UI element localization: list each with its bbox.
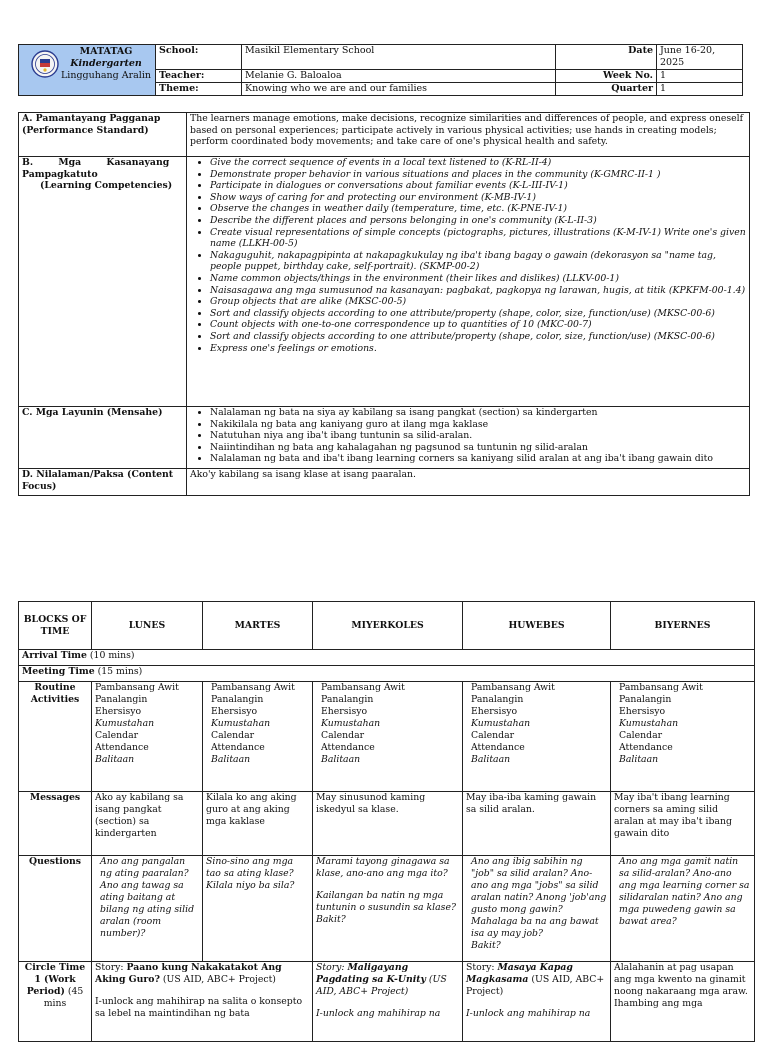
competency-item: • Count objects with one-to-one correspondence up to quantities of 10 (MKC-00-7) <box>210 319 746 331</box>
routine-item: Attendance <box>619 742 673 753</box>
routine-wednesday <box>313 682 463 792</box>
circle-wednesday-prefix: Story: <box>466 962 498 973</box>
section-d-label: D. Nilalaman/Paksa (Content Focus) <box>19 469 187 496</box>
routine-item: Ehersisyo <box>211 706 258 717</box>
routine-item: Balitaan <box>321 754 361 765</box>
circle-wednesday-suffix: (US AID, ABC+ Project) <box>466 974 605 997</box>
routine-item: Pambansang Awit <box>619 682 703 693</box>
schedule-table <box>18 601 755 1042</box>
message-monday: Ako ay kabilang sa isang pangkat (section) sa kindergarten <box>92 792 203 856</box>
competency-item: • Express one's feelings or emotions. <box>210 343 746 355</box>
day-header-wednesday: MIYERKOLES <box>313 602 463 650</box>
routine-item: Attendance <box>95 742 149 753</box>
routine-item: Balitaan <box>95 754 135 765</box>
objectives-cell <box>187 407 750 469</box>
section-b-label-line2: Pampagkatuto <box>22 168 98 180</box>
section-b-label <box>19 157 187 407</box>
competency-item: • Nakaguguhit, nakapagpipinta at nakapagkukulay ng iba't ibang bagay o gawain (dekorasyon sa "name tag, people puppet, birthday cake, self-portrait). (SKMP-00-2) <box>210 250 746 273</box>
logo-subtitle: Kindergarten <box>70 58 142 69</box>
quarter-value: 1 <box>657 83 743 96</box>
message-tuesday: Kilala ko ang aking guro at ang aking mga kaklase <box>203 792 313 856</box>
routine-item: Balitaan <box>211 754 251 765</box>
question-tuesday: Sino-sino ang mga tao sa ating klase? Kilala niyo ba sila? <box>203 856 313 962</box>
routine-item: Calendar <box>471 730 515 741</box>
blocks-of-time-header: BLOCKS OF TIME <box>19 602 92 650</box>
meeting-time-duration: (15 mins) <box>97 666 143 677</box>
routine-item: Panalangin <box>95 694 148 705</box>
competencies-list <box>190 157 746 354</box>
section-a-label: A. Pamantayang Pagganap (Performance Standard) <box>19 113 187 157</box>
section-b-label-line1: B. Mga Kasanayang <box>22 157 170 168</box>
week-value: 1 <box>657 70 743 83</box>
header-table <box>18 44 743 96</box>
competency-item: • Participate in dialogues or conversations about familiar events (K-L-III-IV-1) <box>210 180 746 192</box>
circle-monday-suffix: (US AID, ABC+ Project) <box>159 974 276 985</box>
week-label: Week No. <box>556 70 657 83</box>
section-a-text: The learners manage emotions, make decisions, recognize similarities and differences of people, and express oneself based on personal experiences; participate actively in various physical activities; use hands in creating models; perform coordinated body movements; and take care of one's physical health and safety. <box>187 113 750 157</box>
competency-item: • Name common objects/things in the environment (their likes and dislikes) (LLKV-00-1) <box>210 273 746 285</box>
objectives-list <box>190 407 746 465</box>
message-friday: May iba't ibang learning corners sa aming silid aralan at may iba't ibang gawain dito <box>611 792 755 856</box>
section-d-text: Ako'y kabilang sa isang klase at isang paaralan. <box>187 469 750 496</box>
theme-label: Theme: <box>156 83 242 96</box>
section-c-label: C. Mga Layunin (Mensahe) <box>19 407 187 469</box>
question-wednesday-2: Kailangan ba natin ng mga tuntunin o susundin sa klase? Bakit? <box>316 890 456 925</box>
objective-item: • Nakikilala ng bata ang kaniyang guro at ilang mga kaklase <box>210 419 746 431</box>
routine-item: Ehersisyo <box>471 706 518 717</box>
routine-item: Kumustahan <box>321 718 381 729</box>
routine-item: Panalangin <box>619 694 672 705</box>
routine-friday <box>611 682 755 792</box>
routine-item: Ehersisyo <box>619 706 666 717</box>
routine-item: Panalangin <box>321 694 374 705</box>
messages-label: Messages <box>19 792 92 856</box>
questions-row <box>19 856 755 962</box>
teacher-label: Teacher: <box>156 70 242 83</box>
section-b-label-line3: (Learning Competencies) <box>40 180 173 191</box>
question-monday: Ano ang pangalan ng ating paaralan? Ano ang tawag sa ating baitang at bilang ng ating silid aralan (room number)? <box>92 856 203 962</box>
circle-wednesday-text: I-unlock ang mahihirap na <box>466 1008 591 1019</box>
routine-item: Kumustahan <box>95 718 155 729</box>
message-thursday: May iba-iba kaming gawain sa silid aralan. <box>463 792 611 856</box>
circle-time-row <box>19 962 755 1042</box>
quarter-label: Quarter <box>556 83 657 96</box>
circle-tuesday-text: I-unlock ang mahihirap na <box>316 1008 441 1019</box>
message-wednesday: May sinusunod kaming iskedyul sa klase. <box>313 792 463 856</box>
meeting-time-label: Meeting Time <box>22 666 95 677</box>
day-header-friday: BIYERNES <box>611 602 755 650</box>
routine-item: Kumustahan <box>619 718 679 729</box>
routine-item: Attendance <box>321 742 375 753</box>
routine-item: Attendance <box>471 742 525 753</box>
circle-wednesday-title: Masaya Kapag Magkasama <box>466 962 573 985</box>
standards-table <box>18 112 750 496</box>
school-value: Masikil Elementary School <box>242 45 556 70</box>
logo-caption: Lingguhang Aralin <box>60 70 151 81</box>
routine-item: Pambansang Awit <box>211 682 295 693</box>
circle-monday-text: I-unlock ang mahihirap na salita o konsepto sa lebel na maintindihan ng bata <box>95 996 303 1019</box>
competency-item: • Show ways of caring for and protecting our environment (K-MB-IV-1) <box>210 192 746 204</box>
logo-cell <box>19 45 156 96</box>
objective-item: • Nalalaman ng bata and iba't ibang learning corners sa kaniyang silid aralan at ang iba't ibang gawain dito <box>210 453 746 465</box>
arrival-time-duration: (10 mins) <box>89 650 135 661</box>
routine-item: Ehersisyo <box>95 706 142 717</box>
circle-time-duration: (45 mins <box>43 986 84 1009</box>
routine-item: Pambansang Awit <box>95 682 179 693</box>
question-thursday-1: Ano ang ibig sabihin ng "job" sa silid aralan? Ano-ano ang mga "jobs" sa silid aralan natin? Anong 'job'ang gusto mong gawin? Mahalaga ba na ang bawat isa ay may job? <box>471 856 607 939</box>
circle-monday <box>92 962 313 1042</box>
circle-monday-title: Paano kung Nakakatakot Ang Aking Guro? <box>95 962 282 985</box>
theme-value: Knowing who we are and our families <box>242 83 556 96</box>
day-header-thursday: HUWEBES <box>463 602 611 650</box>
question-friday: Ano ang mga gamit natin sa silid-aralan? Ano-ano ang mga learning corner sa silidaralan natin? Ano ang mga puwedeng gawin sa bawat area? <box>611 856 755 962</box>
date-value: June 16-20, 2025 <box>657 45 743 70</box>
question-thursday-2: Bakit? <box>471 940 501 951</box>
logo-title: MATATAG <box>79 46 133 57</box>
school-label: School: <box>156 45 242 70</box>
routine-item: Kumustahan <box>211 718 271 729</box>
competency-item: • Sort and classify objects according to one attribute/property (shape, color, size, function/use) (MKSC-00-6) <box>210 308 746 320</box>
circle-tuesday-title: Maligayang Pagdating sa K-Unity <box>316 962 426 985</box>
routine-row <box>19 682 755 792</box>
competency-item: • Describe the different places and persons belonging in one's community (K-L-II-3) <box>210 215 746 227</box>
routine-thursday <box>463 682 611 792</box>
competency-item: • Sort and classify objects according to one attribute/property (shape, color, size, function/use) (MKSC-00-6) <box>210 331 746 343</box>
routine-item: Calendar <box>321 730 365 741</box>
circle-monday-prefix: Story: <box>95 962 127 973</box>
date-label: Date <box>556 45 657 70</box>
competency-item: • Create visual representations of simple concepts (pictographs, pictures, illustrations (K-M-IV-1) Write one's given name (LLKH-00-5) <box>210 227 746 250</box>
objective-item: • Natutuhan niya ang iba't ibang tuntunin sa silid-aralan. <box>210 430 746 442</box>
questions-label: Questions <box>19 856 92 962</box>
competencies-cell <box>187 157 750 407</box>
routine-item: Calendar <box>211 730 255 741</box>
routine-item: Pambansang Awit <box>321 682 405 693</box>
routine-item: Calendar <box>619 730 663 741</box>
routine-tuesday <box>203 682 313 792</box>
routine-item: Balitaan <box>471 754 511 765</box>
routine-item: Balitaan <box>619 754 659 765</box>
competency-item: • Give the correct sequence of events in a local text listened to (K-RL-II-4) <box>210 157 746 169</box>
question-wednesday <box>313 856 463 962</box>
competency-item: • Naisasagawa ang mga sumusunod na kasanayan: pagbakat, pagkopya ng larawan, hugis, at titik (KPKFM-00-1.4) <box>210 285 746 297</box>
teacher-value: Melanie G. Baloaloa <box>242 70 556 83</box>
circle-tuesday-prefix: Story: <box>316 962 348 973</box>
day-header-monday: LUNES <box>92 602 203 650</box>
routine-item: Ehersisyo <box>321 706 368 717</box>
circle-tuesday-suffix: (US AID, ABC+ Project) <box>316 974 447 997</box>
routine-item: Panalangin <box>211 694 264 705</box>
circle-time-label: Circle Time 1 (Work Period) <box>24 962 86 997</box>
arrival-time-label: Arrival Time <box>22 650 87 661</box>
routine-item: Kumustahan <box>471 718 531 729</box>
question-wednesday-1: Marami tayong ginagawa sa klase, ano-ano ang mga ito? <box>316 856 450 879</box>
circle-time-label-cell <box>19 962 92 1042</box>
competency-item: • Observe the changes in weather daily (temperature, time, etc. (K-PNE-IV-1) <box>210 203 746 215</box>
question-thursday <box>463 856 611 962</box>
objective-item: • Nalalaman ng bata na siya ay kabilang sa isang pangkat (section) sa kindergarten <box>210 407 746 419</box>
circle-tuesday <box>313 962 463 1042</box>
competency-item: • Demonstrate proper behavior in various situations and places in the community (K-GMRC-II-1 ) <box>210 169 746 181</box>
day-header-tuesday: MARTES <box>203 602 313 650</box>
circle-wednesday <box>463 962 611 1042</box>
routine-item: Attendance <box>211 742 265 753</box>
routine-item: Calendar <box>95 730 139 741</box>
objective-item: • Naiintindihan ng bata ang kahalagahan ng pagsunod sa tuntunin ng silid-aralan <box>210 442 746 454</box>
routine-item: Pambansang Awit <box>471 682 555 693</box>
routine-item: Panalangin <box>471 694 524 705</box>
deped-seal-icon <box>31 50 59 78</box>
routine-monday <box>92 682 203 792</box>
arrival-time-row <box>19 650 755 666</box>
routine-label: Routine Activities <box>19 682 92 792</box>
messages-row <box>19 792 755 856</box>
meeting-time-row <box>19 666 755 682</box>
circle-friday: Alalahanin at pag usapan ang mga kwento na ginamit noong nakaraang mga araw. Ihambing ang mga <box>611 962 755 1042</box>
competency-item: • Group objects that are alike (MKSC-00-5) <box>210 296 746 308</box>
